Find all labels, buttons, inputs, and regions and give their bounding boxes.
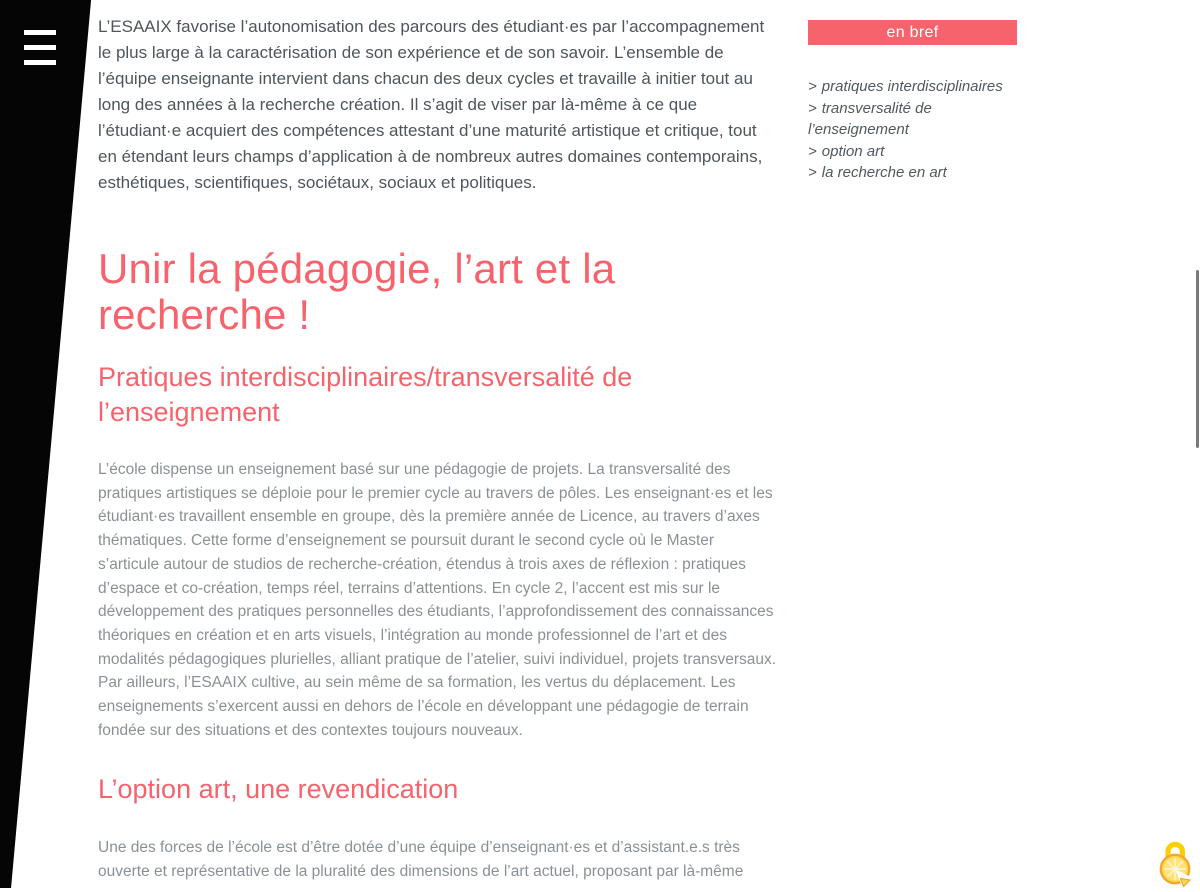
- hamburger-bar: [24, 30, 56, 35]
- body-paragraph-cutoff: Une des forces de l’école est d’être dotée d’une équipe d’enseignant·es et d’assistant.e.s très ouverte et représentative de la pluralité des dimensions de l’art actuel, proposant par là-même: [98, 839, 744, 880]
- link-pratiques-interdisciplinaires[interactable]: pratiques interdisciplinaires: [821, 78, 1003, 95]
- lemon-lock-icon[interactable]: [1156, 837, 1194, 887]
- link-recherche-en-art[interactable]: la recherche en art: [821, 164, 947, 181]
- list-item: [808, 141, 1023, 163]
- scrollbar-thumb[interactable]: [1196, 270, 1199, 448]
- link-transversalite-enseignement[interactable]: transversalité de l’enseignement: [808, 99, 932, 138]
- list-item: [808, 162, 1023, 184]
- sidebar-wedge: [0, 0, 92, 888]
- link-option-art[interactable]: option art: [821, 142, 885, 160]
- chevron-right-icon: >: [808, 78, 817, 95]
- hamburger-bar: [24, 60, 56, 65]
- slice-wedge: [1181, 879, 1191, 887]
- list-item: [808, 98, 1023, 141]
- en-bref-link-list: [808, 76, 1023, 184]
- section-heading-option-art: L’option art, une revendication: [98, 774, 459, 804]
- page-title: Unir la pédagogie, l’art et la recherche !: [98, 245, 616, 338]
- en-bref-badge: en bref: [808, 20, 1017, 45]
- intro-paragraph: L’ESAAIX favorise l’autonomisation des parcours des étudiant·es par l’accompagnement le plus large à la caractérisation de son expérience et de son savoir. L’ensemble de l’équipe enseignante intervient dans chacun des deux cycles et travaille à initier tout au long des années à la recherche création. Il s’agit de viser par là-même à ce que l’étudiant·e acquiert des compétences attestant d’une maturité artistique et critique, tout en étendant leurs champs d’application à de nombreux autres domaines contemporains, esthétiques, scientifiques, sociétaux, sociaux et politiques.: [98, 17, 765, 192]
- section-heading-practices: Pratiques interdisciplinaires/transversalité de l’enseignement: [98, 362, 633, 427]
- hamburger-bar: [24, 45, 56, 50]
- chevron-right-icon: >: [808, 99, 817, 117]
- list-item: [808, 76, 1023, 98]
- en-bref-panel: [808, 20, 1023, 184]
- article-content: [98, 0, 778, 888]
- hamburger-menu-icon[interactable]: [24, 30, 56, 65]
- chevron-right-icon: >: [808, 164, 817, 181]
- body-paragraph: L’école dispense un enseignement basé sur une pédagogie de projets. La transversalité des pratiques artistiques se déploie pour le premier cycle au travers de pôles. Les enseignant·es et les étudiant·es travaillent ensemble en groupe, dès la première année de Licence, au travers d’axes thématiques. Cette forme d’enseignement se poursuit durant le second cycle où le Master s’articule autour de studios de recherche-création, étendus à trois axes de réflexion : pratiques d’espace et co-création, temps réel, terrains d’attentions. En cycle 2, l’accent est mis sur le développement des pratiques personnelles des étudiants, l’approfondissement des connaissances théoriques en création et en arts visuels, l’intégration au monde professionnel de l’art et des modalités pédagogiques plurielles, alliant pratique de l’atelier, suivi individuel, projets transversaux. Par ailleurs, l’ESAAIX cultive, au sein même de sa formation, les vertus du déplacement. Les enseignements s’exercent aussi en dehors de l’école en développant une pédagogie de terrain fondée sur des situations et des contextes toujours nouveaux.: [98, 461, 777, 739]
- chevron-right-icon: >: [808, 142, 817, 160]
